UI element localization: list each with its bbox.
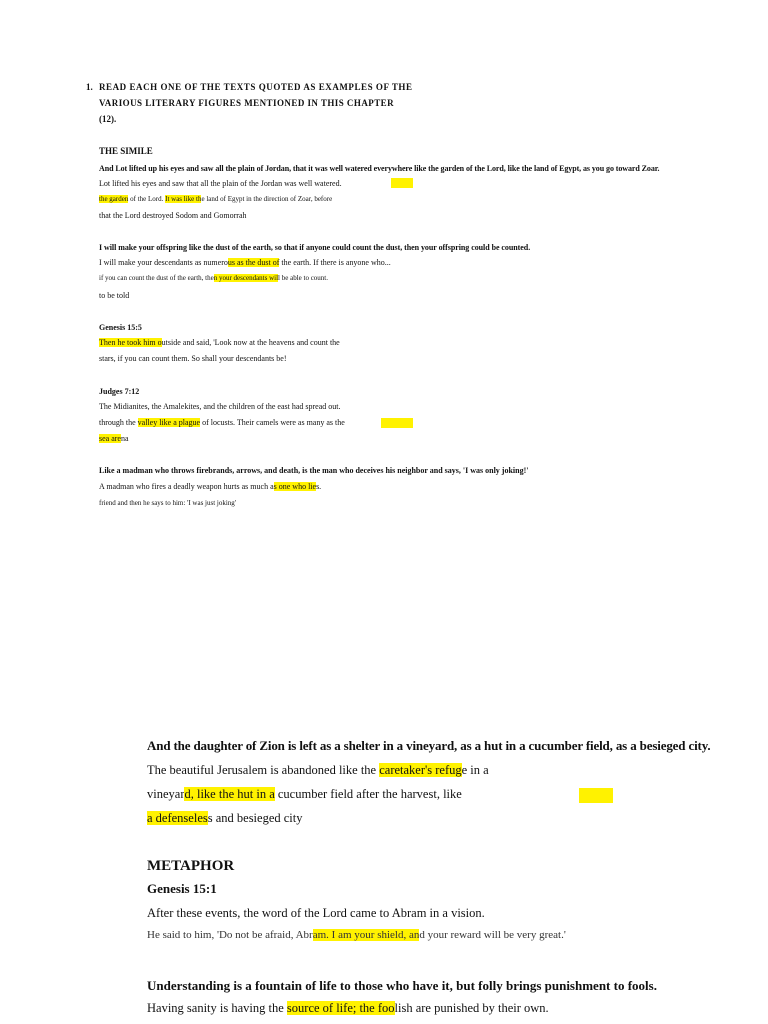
simile-ex1-line1: Lot lifted his eyes and saw that all the plain of the Jordan was well watered.	[99, 179, 342, 188]
zion-quote: And the daughter of Zion is left as a shelter in a vineyard, as a hut in a cucumber field, as a besieged city.	[147, 738, 711, 753]
highlight-mark: caretaker's refug	[379, 763, 462, 777]
simile-ex4-ref: Judges 7:12	[99, 387, 140, 396]
text-run: cucumber field after the harvest, like	[274, 787, 462, 801]
simile-ex2-line2	[99, 273, 328, 283]
text-run: the earth. If there is anyone who...	[279, 258, 391, 267]
text-run: l be able to count.	[278, 274, 329, 282]
text-run: utside and said, 'Look now at the heavens and count the	[161, 338, 340, 347]
highlight-mark	[579, 788, 613, 803]
simile-ex4-line1: The Midianites, the Amalekites, and the children of the east had spread out.	[99, 402, 341, 411]
metaphor-line2	[147, 929, 566, 941]
text-run: s.	[316, 482, 322, 491]
highlight-mark: It was like th	[165, 195, 202, 203]
metaphor-ref: Genesis 15:1	[147, 881, 217, 896]
highlight-mark: s one who lie	[273, 482, 317, 491]
text-run: through the	[99, 418, 138, 427]
highlight-mark: n your descendants wil	[213, 274, 279, 282]
zion-line3	[147, 811, 303, 826]
text-run: na	[120, 434, 129, 443]
text-run: s and besieged city	[207, 811, 303, 825]
highlight-mark: d, like the hut in a	[184, 787, 275, 801]
simile-ex2-quote: I will make your offspring like the dust of the earth, so that if anyone could count the dust, then your offspring could be counted.	[99, 243, 531, 252]
highlight-mark: sea are	[99, 434, 121, 443]
highlight-mark: a defenseles	[147, 811, 208, 825]
highlight-mark	[391, 178, 413, 188]
text-run: if you can count the dust of the earth, the	[99, 274, 214, 282]
highlight-mark: us as the dust of	[227, 258, 280, 267]
text-run: of the Lord.	[128, 195, 166, 203]
simile-ex2-line1	[99, 257, 391, 268]
text-run: e in a	[461, 763, 489, 777]
heading-number: 1.	[86, 82, 93, 92]
text-run: The beautiful Jerusalem is abandoned like the	[147, 763, 380, 777]
highlight-mark	[381, 418, 413, 428]
simile-ex1-line3: that the Lord destroyed Sodom and Gomorrah	[99, 211, 247, 220]
fountain-quote: Understanding is a fountain of life to those who have it, but folly brings punishment to fools.	[147, 978, 657, 993]
simile-ex1-line2	[99, 194, 332, 204]
simile-ex3-ref: Genesis 15:5	[99, 323, 142, 332]
highlight-mark: the garden	[99, 195, 129, 203]
heading-line-2: VARIOUS LITERARY FIGURES MENTIONED IN THIS CHAPTER	[99, 98, 395, 108]
simile-ex5-quote: Like a madman who throws firebrands, arrows, and death, is the man who deceives his neighbor and says, 'I was only joking!'	[99, 466, 529, 475]
simile-ex5-line2: friend and then he says to him: 'I was just joking'	[99, 499, 237, 507]
simile-ex2-line3: to be told	[99, 291, 130, 300]
fountain-line1	[147, 1001, 549, 1016]
text-run: He said to him, 'Do not be afraid, Abr	[147, 929, 313, 941]
simile-ex1-quote: And Lot lifted up his eyes and saw all the plain of Jordan, that it was well watered everywhere like the garden of the Lord, like the land of Egypt, as you go toward Zoar.	[99, 164, 660, 173]
simile-title: THE SIMILE	[99, 146, 153, 156]
simile-ex5-line1	[99, 481, 321, 492]
highlight-mark: valley like a plague	[137, 418, 201, 427]
text-run: d your reward will be very great.'	[419, 929, 566, 941]
simile-ex3-line1	[99, 337, 340, 348]
text-run: A madman who fires a deadly weapon hurts as much a	[99, 482, 274, 491]
simile-ex4-line3	[99, 433, 129, 444]
highlight-mark: source of life; the foo	[286, 1001, 395, 1015]
text-run: e land of Egypt in the direction of Zoar, before	[201, 195, 333, 203]
text-run: lish are punished by their own.	[394, 1001, 549, 1015]
zion-line1	[147, 763, 489, 778]
metaphor-title: METAPHOR	[147, 858, 235, 874]
simile-ex4-line2	[99, 417, 345, 428]
text-run: Having sanity is having the	[147, 1001, 287, 1015]
heading-line-3: (12).	[99, 114, 117, 124]
highlight-mark: Then he took him o	[99, 338, 162, 347]
text-run: I will make your descendants as numero	[99, 258, 228, 267]
text-run: of locusts. Their camels were as many as the	[200, 418, 345, 427]
metaphor-line1: After these events, the word of the Lord came to Abram in a vision.	[147, 906, 485, 920]
highlight-mark: am. I am your shield, an	[312, 929, 420, 941]
zion-line2	[147, 787, 462, 802]
text-run: vineyar	[147, 787, 185, 801]
simile-ex3-line2: stars, if you can count them. So shall your descendants be!	[99, 354, 287, 363]
heading-line-1: READ EACH ONE OF THE TEXTS QUOTED AS EXAMPLES OF THE	[99, 82, 413, 92]
